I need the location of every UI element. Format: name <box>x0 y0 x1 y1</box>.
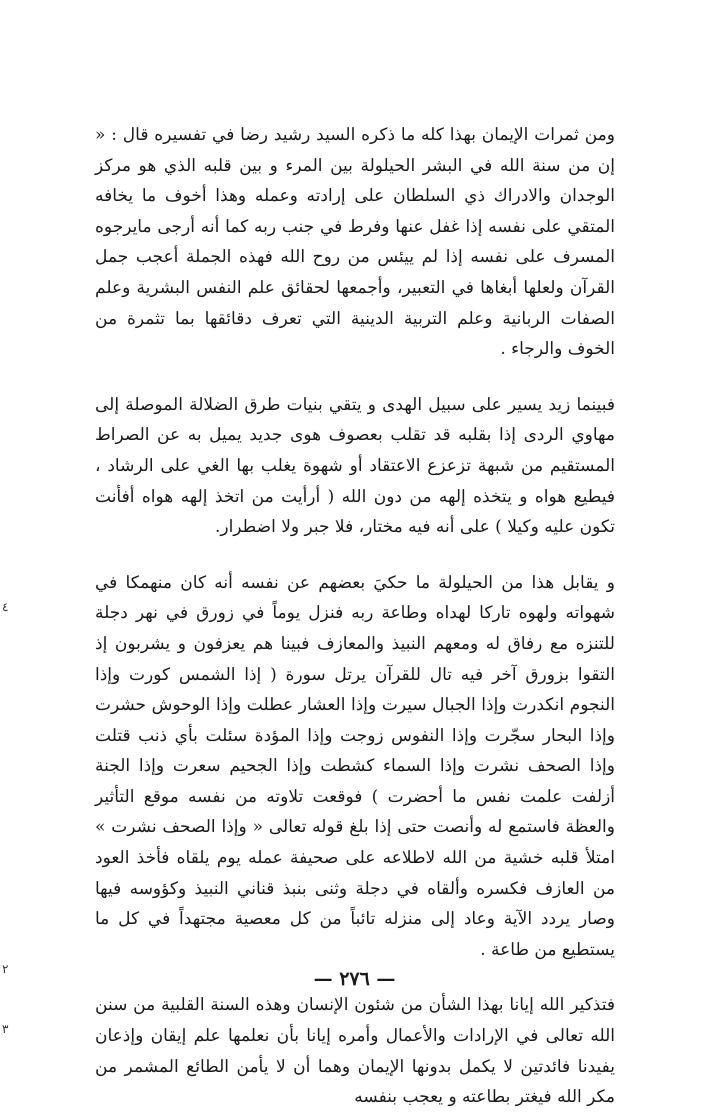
margin-mark: ٢ <box>2 962 9 976</box>
paragraph-4: فتذكير الله إيانا بهذا الشأن من شئون الإنسان وهذه السنة القلبية من سنن الله تعالى في الإرادات والأعمال وأمره إيانا بأن نعلمها علم إيقان وإذعان يفيدنا فائدتين لا يكمل بدونها الإيمان وهما أن لا يأمن الطائع المشمر من مكر الله فيغتر بطاعته و يعجب بنفسه <box>95 995 615 1108</box>
paragraph-1: ومن ثمرات الإيمان بهذا كله ما ذكره السيد رشيد رضا في تفسيره قال : « إن من سنة الله في البشر الحيلولة بين المرء و بين قلبه الذي هو مركز الوجدان والادراك ذي السلطان على إرادته وعمله وهذا أخوف ما يخافه المتقي على نفسه إذا غفل عنها وفرط في جنب ربه كما أنه أرجى مايرجوه المسرف على نفسه إذا لم ييئس من روح الله فهذه الجملة أعجب جمل القرآن ولعلها أبغاها في التعبير، وأجمعها لحقائق علم النفس البشرية وعلم الصفات الربانية وعلم التربية الدينية التي تعرف دقائقها بما تثمرة من الخوف والرجاء . <box>95 125 615 360</box>
margin-mark: ٣ <box>2 1022 9 1036</box>
paragraph-2: فبينما زيد يسير على سبيل الهدى و يتقي بنيات طرق الضلالة الموصلة إلى مهاوي الردى إذا بقلبه قد تقلب بعصوف هوى جديد يميل به عن الصراط المستقيم من شبهة تزعزع الاعتقاد أو شهوة يغلب بها الغي على الرشاد ، فيطيع هواه و يتخذه إلهه من دون الله ( أرأيت من اتخذ إلهه هواه أفأنت تكون عليه وكيلا ) على أنه فيه مختار، فلا جبر ولا اضطرار. <box>95 394 615 538</box>
margin-mark: ٤ <box>2 600 9 614</box>
page-body <box>95 120 615 1113</box>
page-number: — ٢٧٦ — <box>313 968 396 990</box>
paragraph-3: و يقابل هذا من الحيلولة ما حكيَ بعضهم عن نفسه أنه كان منهمكا في شهواته ولهوه تاركا لهداه وطاعة ربه فنزل يوماً في زورق في نهر دجلة للتنزه مع رفاق له ومعهم النبيذ والمعازف فبينا هم يعزفون و يشربون إذ التقوا بزورق آخر فيه تال للقرآن يرتل سورة ( إذا الشمس كورت وإذا النجوم انكدرت وإذا الجبال سيرت وإذا العشار عطلت وإذا الوحوش حشرت وإذا البحار سجّرت وإذا النفوس زوجت وإذا المؤدة سئلت بأي ذنب قتلت وإذا الصحف نشرت وإذا السماء كشطت وإذا الجحيم سعرت وإذا الجنة أزلفت علمت نفس ما أحضرت ) فوقعت تلاوته من نفسه موقع التأثير والعظة فاستمع له وأنصت حتى إذا بلغ قوله تعالى « وإذا الصحف نشرت » امتلأ قلبه خشية من الله لاطلاعه على صحيفة عمله يوم يلقاه فأخذ العود من العازف فكسره وألقاه في دجلة وثنى بنبذ قناني النبيذ وكؤوسه فيها وصار يردد الآية وعاد إلى منزله تائباً من كل معصية مجتهداً في كل ما يستطيع من طاعة . <box>95 572 615 960</box>
